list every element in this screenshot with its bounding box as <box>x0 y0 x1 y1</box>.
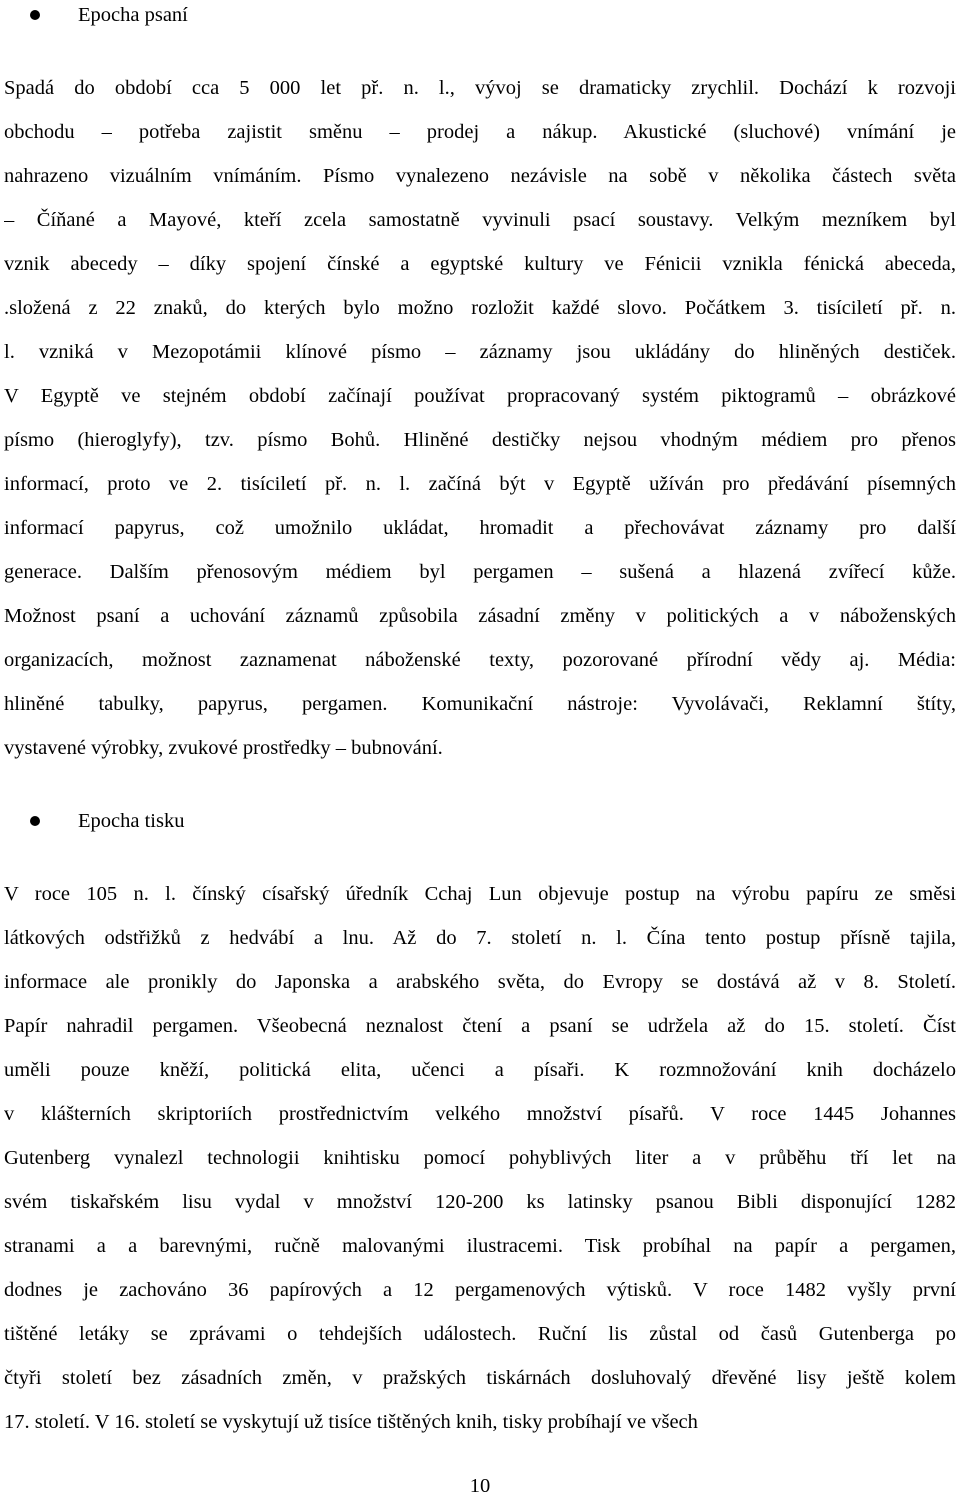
text-line: generace. Dalším přenosovým médiem byl pergamen – sušená a hlazená zvířecí kůže. <box>4 561 956 583</box>
text-line: organizacích, možnost zaznamenat náboženské texty, pozorované přírodní vědy aj. Média: <box>4 649 956 671</box>
text-line: Možnost psaní a uchování záznamů způsobila zásadní změny v politických a v náboženských <box>4 605 956 627</box>
text-line: .složená z 22 znaků, do kterých bylo možno rozložit každé slovo. Počátkem 3. tisíciletí př. n. <box>4 297 956 319</box>
text-line: vznik abecedy – díky spojení čínské a egyptské kultury ve Fénicii vznikla fénická abeceda, <box>4 253 956 275</box>
text-line: dodnes je zachováno 36 papírových a 12 pergamenových výtisků. V roce 1482 vyšly první <box>4 1279 956 1301</box>
page-number: 10 <box>469 1475 491 1497</box>
text-line: nahrazeno vizuálním vnímáním. Písmo vynalezeno nezávisle na sobě v několika částech světa <box>4 165 956 187</box>
text-line: uměli pouze kněží, politická elita, učenci a písaři. K rozmnožování knih docházelo <box>4 1059 956 1081</box>
section-heading-text: Epocha tisku <box>78 810 185 832</box>
text-line: 17. století. V 16. století se vyskytují už tisíce tištěných knih, tisky probíhají ve všech <box>4 1411 698 1433</box>
text-line: – Číňané a Mayové, kteří zcela samostatně vyvinuli psací soustavy. Velkým mezníkem byl <box>4 209 956 231</box>
text-line: Spadá do období cca 5 000 let př. n. l., vývoj se dramaticky zrychlil. Dochází k rozvoji <box>4 77 956 99</box>
text-line: obchodu – potřeba zajistit směnu – prodej a nákup. Akustické (sluchové) vnímání je <box>4 121 956 143</box>
text-line: stranami a a barevnými, ručně malovanými ilustracemi. Tisk probíhal na papír a pergamen, <box>4 1235 956 1257</box>
text-line: písmo (hieroglyfy), tzv. písmo Bohů. Hliněné destičky nejsou vhodným médiem pro přenos <box>4 429 956 451</box>
text-line: čtyři století bez zásadních změn, v pražských tiskárnách dosluhovalý dřevěné lisy ještě kolem <box>4 1367 956 1389</box>
text-line: hliněné tabulky, papyrus, pergamen. Komunikační nástroje: Vyvolávači, Reklamní štíty, <box>4 693 956 715</box>
text-line: V Egyptě ve stejném období začínají používat propracovaný systém piktogramů – obrázkové <box>4 385 956 407</box>
paragraph-epocha-tisku <box>4 879 956 1451</box>
text-line: tištěné letáky se zprávami o tehdejších událostech. Ruční lis zůstal od časů Gutenberga po <box>4 1323 956 1345</box>
text-line: látkových odstřižků z hedvábí a lnu. Až do 7. století n. l. Čína tento postup přísně tajila, <box>4 927 956 949</box>
text-line: informace ale pronikly do Japonska a arabského světa, do Evropy se dostává až v 8. Století. <box>4 971 956 993</box>
section-heading-text: Epocha psaní <box>78 4 188 26</box>
bullet-icon <box>30 10 40 20</box>
paragraph-epocha-psani <box>4 73 956 777</box>
text-line: V roce 105 n. l. čínský císařský úředník Cchaj Lun objevuje postup na výrobu papíru ze směsi <box>4 883 956 905</box>
text-line: Papír nahradil pergamen. Všeobecná neznalost čtení a psaní se udržela až do 15. století. Číst <box>4 1015 956 1037</box>
text-line: informací papyrus, což umožnilo ukládat, hromadit a přechovávat záznamy pro další <box>4 517 956 539</box>
text-line: informací, proto ve 2. tisíciletí př. n. l. začíná být v Egyptě užíván pro předávání písemných <box>4 473 956 495</box>
text-line: l. vzniká v Mezopotámii klínové písmo – záznamy jsou ukládány do hliněných destiček. <box>4 341 956 363</box>
bullet-icon <box>30 816 40 826</box>
text-line: svém tiskařském lisu vydal v množství 120-200 ks latinsky psanou Bibli disponující 1282 <box>4 1191 956 1213</box>
text-line: vystavené výrobky, zvukové prostředky – bubnování. <box>4 737 443 759</box>
text-line: Gutenberg vynalezl technologii knihtisku pomocí pohyblivých liter a v průběhu tří let na <box>4 1147 956 1169</box>
text-line: v klášterních skriptoriích prostřednictvím velkého množství písařů. V roce 1445 Johannes <box>4 1103 956 1125</box>
